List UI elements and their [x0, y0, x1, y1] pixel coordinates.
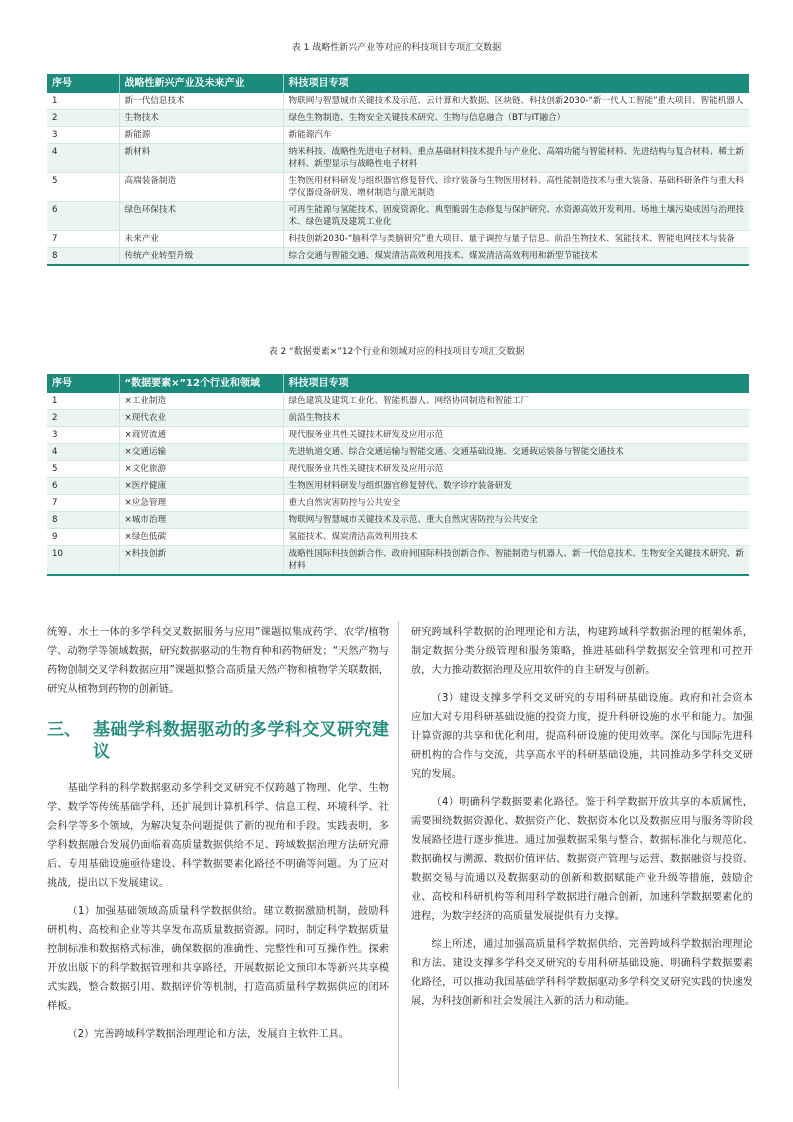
table2-header-cell: “数据要素×”12个行业和领域 — [119, 374, 283, 393]
table-row — [47, 393, 749, 410]
table-cell: ×商贸流通 — [119, 427, 283, 444]
table-cell: 1 — [47, 93, 119, 110]
table-cell: 战略性国际科技创新合作、政府间国际科技创新合作、智能制造与机器人、新一代信息技术、生物安全关键技术研究、新材料 — [283, 546, 749, 576]
table-cell: 新材料 — [119, 144, 283, 173]
table-cell: 可再生能源与氢能技术、固废资源化、典型脆弱生态修复与保护研究、水资源高效开发利用、场地土壤污染成因与治理技术、绿色建筑及建筑工业化 — [283, 202, 749, 231]
table2 — [47, 374, 749, 576]
table2-header-row — [47, 374, 749, 393]
table-cell: 未来产业 — [119, 231, 283, 248]
table-row — [47, 529, 749, 546]
paragraph: 研究跨域科学数据的治理理论和方法，构建跨域科学数据治理的框架体系，制定数据分类分级管理和服务策略，推进基础科学数据安全管理和可控开放，大力推动数据治理及应用软件的自主研发与创新。 — [411, 627, 753, 676]
table-cell: 综合交通与智能交通、煤炭清洁高效利用技术、煤炭清洁高效利用和新型节能技术 — [283, 248, 749, 266]
table-cell: 生物技术 — [119, 110, 283, 127]
table-cell: 7 — [47, 231, 119, 248]
table-row — [47, 173, 749, 202]
table-row — [47, 144, 749, 173]
table-row — [47, 444, 749, 461]
paragraph: （4）明确科学数据要素化路径。鉴于科学数据开放共享的本质属性，需要围绕数据资源化、数据资产化、数据资本化以及数据应用与服务等阶段发展路径进行逐步推进。通过加强数据采集与整合、数据标准化与规范化、数据确权与溯源、数据价值评估、数据资产管理与运营、数据融资与投资、数据交易与流通以及数据驱动的创新和数据赋能产业升级等措施，鼓励企业、高校和科研机构等利用科学数据进行融合创新，加速科学数据要素化的进程，为数字经济的高质量发展提供有力支撑。 — [411, 797, 753, 922]
table-cell: 8 — [47, 512, 119, 529]
table-cell: 物联网与智慧城市关键技术及示范、云计算和大数据、区块链、科技创新2030-“新一代人工智能”重大项目、智能机器人 — [283, 93, 749, 110]
table-cell: 1 — [47, 393, 119, 410]
table-cell: 4 — [47, 444, 119, 461]
section-title: 基础学科数据驱动的多学科交叉研究建议 — [93, 720, 389, 762]
table-cell: 3 — [47, 127, 119, 144]
table-row — [47, 93, 749, 110]
table-cell: 绿色环保技术 — [119, 202, 283, 231]
table1 — [47, 74, 749, 266]
paragraph: （2）完善跨域科学数据治理理论和方法，发展自主软件工具。 — [67, 1029, 349, 1040]
table1-header-cell: 战略性新兴产业及未来产业 — [119, 74, 283, 93]
paragraph: 基础学科的科学数据驱动多学科交叉研究不仅跨越了物理、化学、生物学、数学等传统基础学科，还扩展到计算机科学、信息工程、环境科学、社会科学等多个领域，为解决复杂问题提供了新的视角和手段。实践表明，多学科数据融合发展仍面临着高质量数据供给不足、跨域数据治理方法研究滞后、专用基础设施亟待建设、科学数据要素化路径不明确等问题。为了应对挑战，提出以下发展建议。 — [47, 783, 389, 889]
table-cell: ×城市治理 — [119, 512, 283, 529]
table-cell: 重大自然灾害防控与公共安全 — [283, 495, 749, 512]
table-row — [47, 110, 749, 127]
table-row — [47, 127, 749, 144]
table-cell: 3 — [47, 427, 119, 444]
table-cell: ×工业制造 — [119, 393, 283, 410]
table-row — [47, 478, 749, 495]
paragraph: （1）加强基础领域高质量科学数据供给。建立数据激励机制，鼓励科研机构、高校和企业等共享发布高质量数据资源。同时，制定科学数据质量控制标准和数据格式标准，确保数据的准确性、完整性和可互操作性。探索开放出版下的科学数据管理和共享路径，开展数据论文预印本等新兴共享模式实践，整合数据引用、数据评价等机制，打造高质量科学数据供应的闭环样板。 — [47, 906, 389, 1012]
table-cell: 科技创新2030-“脑科学与类脑研究”重大项目、量子调控与量子信息、前沿生物技术、氢能技术、智能电网技术与装备 — [283, 231, 749, 248]
table-cell: 4 — [47, 144, 119, 173]
table-row — [47, 461, 749, 478]
column-divider — [398, 621, 399, 1089]
table1-header-cell: 序号 — [47, 74, 119, 93]
paragraph: （3）建设支撑多学科交叉研究的专用科研基础设施。政府和社会资本应加大对专用科研基础设施的投资力度，提升科研设施的水平和能力。加强计算资源的共享和优化利用，提高科研设施的使用效率。深化与国际先进科研机构的合作与交流，共享高水平的科研基础设施，共同推动多学科交叉研究的发展。 — [411, 693, 753, 780]
table-row — [47, 512, 749, 529]
table-cell: 生物医用材料研发与组织器官修复替代、数字诊疗装备研发 — [283, 478, 749, 495]
section-number: 三、 — [47, 720, 81, 740]
left-column — [47, 623, 389, 1053]
table-cell: 绿色建筑及建筑工业化、智能机器人、网络协同制造和智能工厂 — [283, 393, 749, 410]
table-cell: ×交通运输 — [119, 444, 283, 461]
table-cell: ×医疗健康 — [119, 478, 283, 495]
table1-body — [47, 93, 749, 265]
table-cell: 7 — [47, 495, 119, 512]
table-cell: 现代服务业共性关键技术研发及应用示范 — [283, 427, 749, 444]
table-cell: 物联网与智慧城市关键技术及示范、重大自然灾害防控与公共安全 — [283, 512, 749, 529]
paragraph: 综上所述，通过加强高质量科学数据供给、完善跨域科学数据治理理论和方法、建设支撑多学科交叉研究的专用科研基础设施、明确科学数据要素化路径，可以推动我国基础学科科学数据驱动多学科交叉研究实践的快速发展，为科技创新和社会发展注入新的活力和动能。 — [411, 939, 753, 1007]
table-cell: ×现代农业 — [119, 410, 283, 427]
table-cell: 5 — [47, 461, 119, 478]
table2-header-cell: 科技项目专项 — [283, 374, 749, 393]
table2-caption: 表 2 “数据要素×”12个行业和领域对应的科技项目专项汇交数据 — [268, 347, 525, 357]
table-cell: 纳米科技、战略性先进电子材料、重点基础材料技术提升与产业化、高端功能与智能材料、先进结构与复合材料、稀土新材料、新型显示与战略性电子材料 — [283, 144, 749, 173]
table-cell: 传统产业转型升级 — [119, 248, 283, 266]
table-cell: 先进轨道交通、综合交通运输与智能交通、交通基础设施、交通载运装备与智能交通技术 — [283, 444, 749, 461]
table-cell: 5 — [47, 173, 119, 202]
table-cell: 新能源汽车 — [283, 127, 749, 144]
table-cell: ×绿色低碳 — [119, 529, 283, 546]
table-row — [47, 231, 749, 248]
table1-header-cell: 科技项目专项 — [283, 74, 749, 93]
table-cell: 2 — [47, 410, 119, 427]
table-cell: 现代服务业共性关键技术研发及应用示范 — [283, 461, 749, 478]
table-cell: 新能源 — [119, 127, 283, 144]
table1-caption: 表 1 战略性新兴产业等对应的科技项目专项汇交数据 — [291, 43, 502, 53]
right-column — [411, 623, 753, 1020]
table-cell: 前沿生物技术 — [283, 410, 749, 427]
table2-body — [47, 393, 749, 575]
table-row — [47, 410, 749, 427]
table2-header-cell: 序号 — [47, 374, 119, 393]
table-cell: 氢能技术、煤炭清洁高效利用技术 — [283, 529, 749, 546]
table-cell: 高端装备制造 — [119, 173, 283, 202]
table-cell: 8 — [47, 248, 119, 266]
table1-header-row — [47, 74, 749, 93]
table-cell: 新一代信息技术 — [119, 93, 283, 110]
table-cell: 2 — [47, 110, 119, 127]
intro-paragraph: 统筹、水土一体的多学科交叉数据服务与应用”课题拟集成药学、农学/植物学、动物学等领域数据，研究数据驱动的生物育种和药物研发；“天然产物与药物创制交叉学科数据应用”课题拟整合高质量天然产物和植物学关联数据，研究从植物到药物的创新链。 — [47, 627, 389, 695]
table-row — [47, 427, 749, 444]
table-cell: ×应急管理 — [119, 495, 283, 512]
table-cell: 9 — [47, 529, 119, 546]
table-cell: 6 — [47, 478, 119, 495]
table-cell: 生物医用材料研发与组织器官修复替代、诊疗装备与生物医用材料、高性能制造技术与重大装备、基础科研条件与重大科学仪器设备研发、增材制造与激光制造 — [283, 173, 749, 202]
table-cell: 绿色生物制造、生物安全关键技术研究、生物与信息融合（BT与IT融合） — [283, 110, 749, 127]
table-cell: ×科技创新 — [119, 546, 283, 576]
table-row — [47, 248, 749, 266]
table-cell: ×文化旅游 — [119, 461, 283, 478]
table-row — [47, 202, 749, 231]
table-cell: 10 — [47, 546, 119, 576]
table-row — [47, 495, 749, 512]
section-heading — [47, 719, 389, 763]
table-row — [47, 546, 749, 576]
table-cell: 6 — [47, 202, 119, 231]
